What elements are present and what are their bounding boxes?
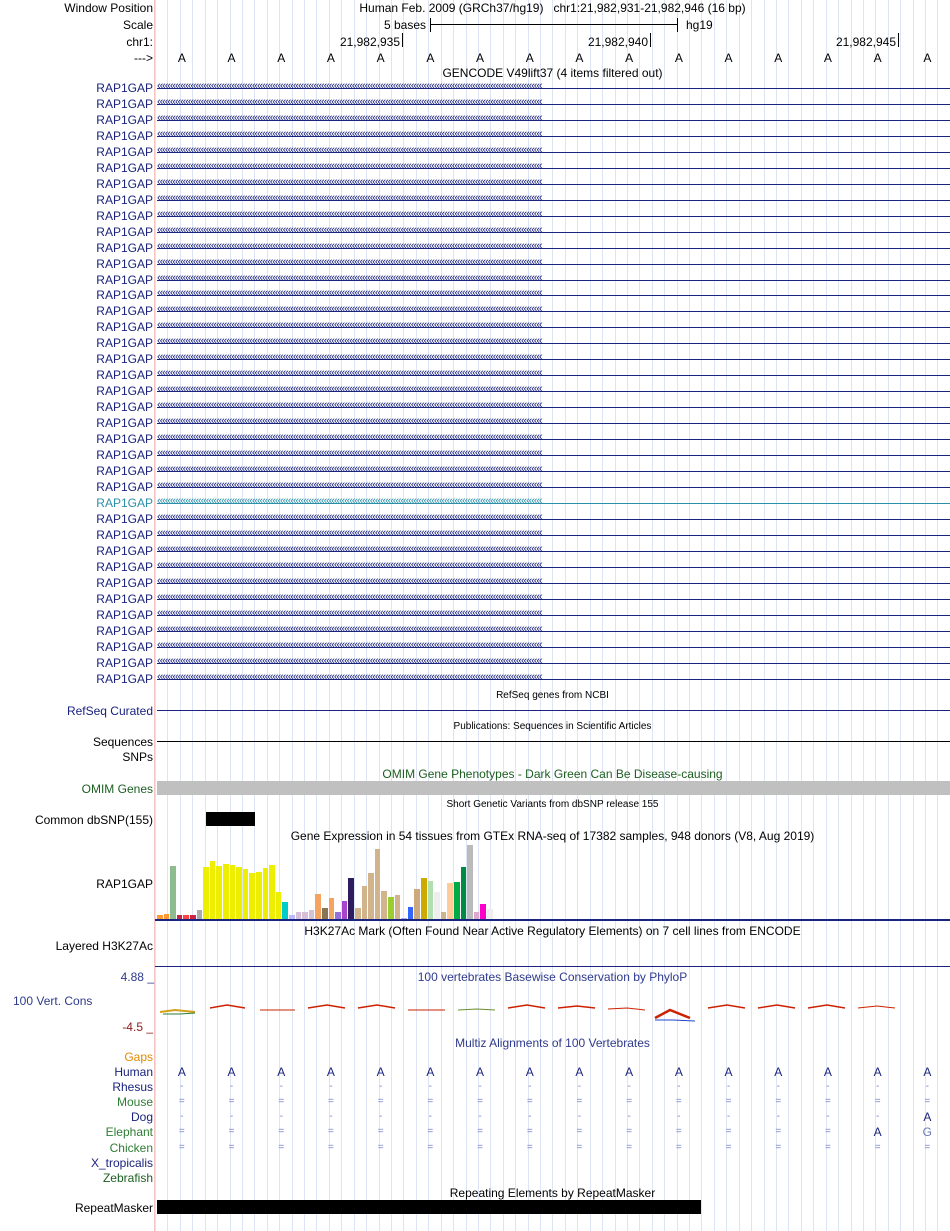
multiz-base: A <box>774 1065 783 1079</box>
gtex-tissue-bar[interactable] <box>434 892 440 919</box>
multiz-species-label[interactable]: X_tropicalis <box>90 1155 153 1170</box>
multiz-species-label[interactable]: Dog <box>130 1110 153 1125</box>
multiz-base: - <box>329 1111 333 1123</box>
multiz-species-label[interactable]: Elephant <box>105 1125 153 1140</box>
multiz-base: A <box>177 1065 186 1079</box>
multiz-base: A <box>575 1065 584 1079</box>
gtex-tissue-bar[interactable] <box>197 910 203 919</box>
multiz-base: - <box>378 1081 383 1093</box>
scale-bases-text: 5 bases <box>383 18 426 32</box>
gencode-gene-label[interactable]: RAP1GAP <box>96 208 153 223</box>
multiz-base: = <box>626 1126 633 1138</box>
gencode-gene-label[interactable]: RAP1GAP <box>96 160 153 175</box>
multiz-base: - <box>826 1111 830 1123</box>
multiz-base: = <box>477 1141 483 1153</box>
gtex-tissue-bar[interactable] <box>474 912 480 919</box>
gtex-tissue-bar[interactable] <box>243 869 249 919</box>
gtex-tissue-bar[interactable] <box>210 861 216 919</box>
multiz-base: = <box>477 1126 483 1138</box>
gencode-gene-label[interactable]: RAP1GAP <box>96 543 153 558</box>
multiz-base: = <box>178 1096 185 1108</box>
multiz-base: - <box>577 1081 582 1093</box>
gencode-gene-feature[interactable]: ‹‹‹‹‹‹‹‹‹‹‹‹‹‹‹‹‹‹‹‹‹‹‹‹‹‹‹‹‹‹‹‹‹‹‹‹‹‹‹‹‹‹‹‹‹‹‹‹‹‹‹‹‹‹‹‹‹‹‹‹‹‹‹‹‹‹‹‹‹‹‹‹‹‹‹‹‹‹‹‹‹‹‹‹‹‹‹‹‹‹‹‹‹‹‹‹‹‹‹‹‹‹‹‹‹‹‹‹‹‹‹‹‹‹‹‹‹‹‹‹‹‹‹‹‹‹‹‹‹‹‹‹‹‹‹‹‹‹‹‹‹‹‹‹‹‹‹‹‹‹ <box>157 162 950 174</box>
gtex-tissue-bar[interactable] <box>249 873 255 919</box>
gtex-tissue-bar[interactable] <box>315 894 321 919</box>
multiz-base: = <box>228 1141 235 1153</box>
multiz-base: = <box>377 1141 384 1153</box>
multiz-base: = <box>775 1126 782 1138</box>
base-letter: A <box>774 51 783 65</box>
gtex-tissue-bar[interactable] <box>362 886 368 919</box>
multiz-base: = <box>675 1096 682 1108</box>
gtex-tissue-bar[interactable] <box>447 883 453 919</box>
cons-track-label[interactable]: 100 Vert. Cons <box>13 994 93 1008</box>
base-letter: A <box>426 51 435 65</box>
multiz-base: = <box>825 1126 831 1138</box>
repeatmasker-track-label[interactable]: RepeatMasker <box>74 1201 153 1215</box>
gencode-gene-feature[interactable]: ‹‹‹‹‹‹‹‹‹‹‹‹‹‹‹‹‹‹‹‹‹‹‹‹‹‹‹‹‹‹‹‹‹‹‹‹‹‹‹‹‹‹‹‹‹‹‹‹‹‹‹‹‹‹‹‹‹‹‹‹‹‹‹‹‹‹‹‹‹‹‹‹‹‹‹‹‹‹‹‹‹‹‹‹‹‹‹‹‹‹‹‹‹‹‹‹‹‹‹‹‹‹‹‹‹‹‹‹‹‹‹‹‹‹‹‹‹‹‹‹‹‹‹‹‹‹‹‹‹‹‹‹‹‹‹‹‹‹‹‹‹‹‹‹‹‹‹‹‹‹ <box>157 242 950 254</box>
refseq-track-label[interactable]: RefSeq Curated <box>66 704 153 718</box>
multiz-base: = <box>825 1096 831 1108</box>
multiz-base: - <box>428 1111 433 1123</box>
multiz-base: = <box>725 1096 732 1108</box>
cons-wiggle-plot[interactable] <box>155 1000 950 1026</box>
base-letter: A <box>625 51 634 65</box>
multiz-base: - <box>180 1081 184 1093</box>
strand-label: ---> <box>134 51 153 65</box>
gtex-tissue-bar[interactable] <box>309 910 315 919</box>
gencode-gene-label[interactable]: RAP1GAP <box>96 320 153 335</box>
gtex-tissue-bar[interactable] <box>236 867 242 919</box>
base-letter: A <box>277 51 286 65</box>
multiz-base: = <box>626 1141 633 1153</box>
gencode-gene-label[interactable]: RAP1GAP <box>96 432 153 447</box>
gencode-gene-feature[interactable]: ‹‹‹‹‹‹‹‹‹‹‹‹‹‹‹‹‹‹‹‹‹‹‹‹‹‹‹‹‹‹‹‹‹‹‹‹‹‹‹‹‹‹‹‹‹‹‹‹‹‹‹‹‹‹‹‹‹‹‹‹‹‹‹‹‹‹‹‹‹‹‹‹‹‹‹‹‹‹‹‹‹‹‹‹‹‹‹‹‹‹‹‹‹‹‹‹‹‹‹‹‹‹‹‹‹‹‹‹‹‹‹‹‹‹‹‹‹‹‹‹‹‹‹‹‹‹‹‹‹‹‹‹‹‹‹‹‹‹‹‹‹‹‹‹‹‹‹‹‹‹ <box>157 513 950 525</box>
h3k27ac-track-label[interactable]: Layered H3K27Ac <box>55 939 153 953</box>
repeatmasker-feature[interactable] <box>157 1200 701 1214</box>
multiz-base: = <box>526 1141 533 1153</box>
dbsnp-feature[interactable] <box>206 812 255 826</box>
h3k27ac-baseline <box>155 966 950 967</box>
base-letter: A <box>227 51 236 65</box>
gtex-tissue-bar[interactable] <box>203 867 209 919</box>
base-letter: A <box>326 51 335 65</box>
gencode-gene-feature[interactable]: ‹‹‹‹‹‹‹‹‹‹‹‹‹‹‹‹‹‹‹‹‹‹‹‹‹‹‹‹‹‹‹‹‹‹‹‹‹‹‹‹‹‹‹‹‹‹‹‹‹‹‹‹‹‹‹‹‹‹‹‹‹‹‹‹‹‹‹‹‹‹‹‹‹‹‹‹‹‹‹‹‹‹‹‹‹‹‹‹‹‹‹‹‹‹‹‹‹‹‹‹‹‹‹‹‹‹‹‹‹‹‹‹‹‹‹‹‹‹‹‹‹‹‹‹‹‹‹‹‹‹‹‹‹‹‹‹‹‹‹‹‹‹‹‹‹‹‹‹‹‹ <box>157 657 950 669</box>
gencode-gene-feature[interactable]: ‹‹‹‹‹‹‹‹‹‹‹‹‹‹‹‹‹‹‹‹‹‹‹‹‹‹‹‹‹‹‹‹‹‹‹‹‹‹‹‹‹‹‹‹‹‹‹‹‹‹‹‹‹‹‹‹‹‹‹‹‹‹‹‹‹‹‹‹‹‹‹‹‹‹‹‹‹‹‹‹‹‹‹‹‹‹‹‹‹‹‹‹‹‹‹‹‹‹‹‹‹‹‹‹‹‹‹‹‹‹‹‹‹‹‹‹‹‹‹‹‹‹‹‹‹‹‹‹‹‹‹‹‹‹‹‹‹‹‹‹‹‹‹‹‹‹‹‹‹‹ <box>157 178 950 190</box>
multiz-base: - <box>279 1081 283 1093</box>
multiz-base: = <box>924 1141 931 1153</box>
gencode-gene-label[interactable]: RAP1GAP <box>96 639 153 654</box>
gencode-gene-label[interactable]: RAP1GAP <box>96 224 153 239</box>
multiz-base: A <box>923 1065 932 1079</box>
base-letter: A <box>575 51 584 65</box>
gtex-tissue-bar[interactable] <box>170 866 176 919</box>
gencode-gene-label[interactable]: RAP1GAP <box>96 336 153 351</box>
multiz-base: = <box>725 1141 732 1153</box>
multiz-base: - <box>528 1111 532 1123</box>
gencode-gene-label[interactable]: RAP1GAP <box>96 288 153 303</box>
scale-label: Scale <box>122 18 153 32</box>
gtex-tissue-bar[interactable] <box>461 867 467 919</box>
gtex-tissue-bar[interactable] <box>388 897 394 919</box>
gencode-gene-feature[interactable]: ‹‹‹‹‹‹‹‹‹‹‹‹‹‹‹‹‹‹‹‹‹‹‹‹‹‹‹‹‹‹‹‹‹‹‹‹‹‹‹‹‹‹‹‹‹‹‹‹‹‹‹‹‹‹‹‹‹‹‹‹‹‹‹‹‹‹‹‹‹‹‹‹‹‹‹‹‹‹‹‹‹‹‹‹‹‹‹‹‹‹‹‹‹‹‹‹‹‹‹‹‹‹‹‹‹‹‹‹‹‹‹‹‹‹‹‹‹‹‹‹‹‹‹‹‹‹‹‹‹‹‹‹‹‹‹‹‹‹‹‹‹‹‹‹‹‹‹‹‹‹ <box>157 130 950 142</box>
multiz-base: A <box>227 1065 236 1079</box>
gencode-gene-feature[interactable]: ‹‹‹‹‹‹‹‹‹‹‹‹‹‹‹‹‹‹‹‹‹‹‹‹‹‹‹‹‹‹‹‹‹‹‹‹‹‹‹‹‹‹‹‹‹‹‹‹‹‹‹‹‹‹‹‹‹‹‹‹‹‹‹‹‹‹‹‹‹‹‹‹‹‹‹‹‹‹‹‹‹‹‹‹‹‹‹‹‹‹‹‹‹‹‹‹‹‹‹‹‹‹‹‹‹‹‹‹‹‹‹‹‹‹‹‹‹‹‹‹‹‹‹‹‹‹‹‹‹‹‹‹‹‹‹‹‹‹‹‹‹‹‹‹‹‹‹‹‹‹ <box>157 545 950 557</box>
multiz-base: - <box>677 1081 681 1093</box>
gtex-tissue-bar[interactable] <box>381 891 387 919</box>
cons-max-label: 4.88 _ <box>120 970 154 984</box>
multiz-base: - <box>726 1081 731 1093</box>
gtex-tissue-bar[interactable] <box>395 895 401 919</box>
multiz-base: - <box>627 1111 631 1123</box>
multiz-base: = <box>576 1126 583 1138</box>
multiz-base: A <box>376 1065 385 1079</box>
gencode-gene-feature[interactable]: ‹‹‹‹‹‹‹‹‹‹‹‹‹‹‹‹‹‹‹‹‹‹‹‹‹‹‹‹‹‹‹‹‹‹‹‹‹‹‹‹‹‹‹‹‹‹‹‹‹‹‹‹‹‹‹‹‹‹‹‹‹‹‹‹‹‹‹‹‹‹‹‹‹‹‹‹‹‹‹‹‹‹‹‹‹‹‹‹‹‹‹‹‹‹‹‹‹‹‹‹‹‹‹‹‹‹‹‹‹‹‹‹‹‹‹‹‹‹‹‹‹‹‹‹‹‹‹‹‹‹‹‹‹‹‹‹‹‹‹‹‹‹‹‹‹‹‹‹‹‹ <box>157 353 950 365</box>
multiz-base: A <box>426 1065 435 1079</box>
multiz-base: = <box>278 1126 285 1138</box>
multiz-base: A <box>823 1065 832 1079</box>
multiz-base: - <box>428 1081 433 1093</box>
gencode-gene-label[interactable]: RAP1GAP <box>96 591 153 606</box>
gencode-gene-feature[interactable]: ‹‹‹‹‹‹‹‹‹‹‹‹‹‹‹‹‹‹‹‹‹‹‹‹‹‹‹‹‹‹‹‹‹‹‹‹‹‹‹‹‹‹‹‹‹‹‹‹‹‹‹‹‹‹‹‹‹‹‹‹‹‹‹‹‹‹‹‹‹‹‹‹‹‹‹‹‹‹‹‹‹‹‹‹‹‹‹‹‹‹‹‹‹‹‹‹‹‹‹‹‹‹‹‹‹‹‹‹‹‹‹‹‹‹‹‹‹‹‹‹‹‹‹‹‹‹‹‹‹‹‹‹‹‹‹‹‹‹‹‹‹‹‹‹‹‹‹‹‹‹ <box>157 529 950 541</box>
base-letter: A <box>476 51 485 65</box>
gencode-gene-feature[interactable]: ‹‹‹‹‹‹‹‹‹‹‹‹‹‹‹‹‹‹‹‹‹‹‹‹‹‹‹‹‹‹‹‹‹‹‹‹‹‹‹‹‹‹‹‹‹‹‹‹‹‹‹‹‹‹‹‹‹‹‹‹‹‹‹‹‹‹‹‹‹‹‹‹‹‹‹‹‹‹‹‹‹‹‹‹‹‹‹‹‹‹‹‹‹‹‹‹‹‹‹‹‹‹‹‹‹‹‹‹‹‹‹‹‹‹‹‹‹‹‹‹‹‹‹‹‹‹‹‹‹‹‹‹‹‹‹‹‹‹‹‹‹‹‹‹‹‹‹‹‹‹ <box>157 449 950 461</box>
multiz-base: - <box>180 1111 184 1123</box>
multiz-base: = <box>328 1141 334 1153</box>
base-letter: A <box>376 51 385 65</box>
gencode-gene-feature[interactable]: ‹‹‹‹‹‹‹‹‹‹‹‹‹‹‹‹‹‹‹‹‹‹‹‹‹‹‹‹‹‹‹‹‹‹‹‹‹‹‹‹‹‹‹‹‹‹‹‹‹‹‹‹‹‹‹‹‹‹‹‹‹‹‹‹‹‹‹‹‹‹‹‹‹‹‹‹‹‹‹‹‹‹‹‹‹‹‹‹‹‹‹‹‹‹‹‹‹‹‹‹‹‹‹‹‹‹‹‹‹‹‹‹‹‹‹‹‹‹‹‹‹‹‹‹‹‹‹‹‹‹‹‹‹‹‹‹‹‹‹‹‹‹‹‹‹‹‹‹‹‹ <box>157 417 950 429</box>
gencode-gene-feature[interactable]: ‹‹‹‹‹‹‹‹‹‹‹‹‹‹‹‹‹‹‹‹‹‹‹‹‹‹‹‹‹‹‹‹‹‹‹‹‹‹‹‹‹‹‹‹‹‹‹‹‹‹‹‹‹‹‹‹‹‹‹‹‹‹‹‹‹‹‹‹‹‹‹‹‹‹‹‹‹‹‹‹‹‹‹‹‹‹‹‹‹‹‹‹‹‹‹‹‹‹‹‹‹‹‹‹‹‹‹‹‹‹‹‹‹‹‹‹‹‹‹‹‹‹‹‹‹‹‹‹‹‹‹‹‹‹‹‹‹‹‹‹‹‹‹‹‹‹‹‹‹‹ <box>157 577 950 589</box>
multiz-base: = <box>526 1096 533 1108</box>
multiz-base: = <box>874 1096 881 1108</box>
multiz-base: G <box>922 1125 933 1140</box>
gencode-gene-feature[interactable]: ‹‹‹‹‹‹‹‹‹‹‹‹‹‹‹‹‹‹‹‹‹‹‹‹‹‹‹‹‹‹‹‹‹‹‹‹‹‹‹‹‹‹‹‹‹‹‹‹‹‹‹‹‹‹‹‹‹‹‹‹‹‹‹‹‹‹‹‹‹‹‹‹‹‹‹‹‹‹‹‹‹‹‹‹‹‹‹‹‹‹‹‹‹‹‹‹‹‹‹‹‹‹‹‹‹‹‹‹‹‹‹‹‹‹‹‹‹‹‹‹‹‹‹‹‹‹‹‹‹‹‹‹‹‹‹‹‹‹‹‹‹‹‹‹‹‹‹‹‹‹ <box>157 481 950 493</box>
gtex-tissue-bar[interactable] <box>375 849 381 919</box>
gtex-tissue-bar[interactable] <box>230 865 236 919</box>
gtex-tissue-bar[interactable] <box>216 866 222 919</box>
gencode-gene-label[interactable]: RAP1GAP <box>96 495 153 510</box>
multiz-base: - <box>875 1081 880 1093</box>
multiz-base: A <box>277 1065 286 1079</box>
gtex-tissue-bar[interactable] <box>335 912 341 919</box>
gencode-gene-feature[interactable]: ‹‹‹‹‹‹‹‹‹‹‹‹‹‹‹‹‹‹‹‹‹‹‹‹‹‹‹‹‹‹‹‹‹‹‹‹‹‹‹‹‹‹‹‹‹‹‹‹‹‹‹‹‹‹‹‹‹‹‹‹‹‹‹‹‹‹‹‹‹‹‹‹‹‹‹‹‹‹‹‹‹‹‹‹‹‹‹‹‹‹‹‹‹‹‹‹‹‹‹‹‹‹‹‹‹‹‹‹‹‹‹‹‹‹‹‹‹‹‹‹‹‹‹‹‹‹‹‹‹‹‹‹‹‹‹‹‹‹‹‹‹‹‹‹‹‹‹‹‹‹ <box>157 625 950 637</box>
multiz-species-label[interactable]: Mouse <box>116 1095 153 1110</box>
sequences-track-line[interactable] <box>157 741 950 742</box>
multiz-base: = <box>427 1141 434 1153</box>
gencode-gene-feature[interactable]: ‹‹‹‹‹‹‹‹‹‹‹‹‹‹‹‹‹‹‹‹‹‹‹‹‹‹‹‹‹‹‹‹‹‹‹‹‹‹‹‹‹‹‹‹‹‹‹‹‹‹‹‹‹‹‹‹‹‹‹‹‹‹‹‹‹‹‹‹‹‹‹‹‹‹‹‹‹‹‹‹‹‹‹‹‹‹‹‹‹‹‹‹‹‹‹‹‹‹‹‹‹‹‹‹‹‹‹‹‹‹‹‹‹‹‹‹‹‹‹‹‹‹‹‹‹‹‹‹‹‹‹‹‹‹‹‹‹‹‹‹‹‹‹‹‹‹‹‹‹‹ <box>157 465 950 477</box>
gencode-gene-feature[interactable]: ‹‹‹‹‹‹‹‹‹‹‹‹‹‹‹‹‹‹‹‹‹‹‹‹‹‹‹‹‹‹‹‹‹‹‹‹‹‹‹‹‹‹‹‹‹‹‹‹‹‹‹‹‹‹‹‹‹‹‹‹‹‹‹‹‹‹‹‹‹‹‹‹‹‹‹‹‹‹‹‹‹‹‹‹‹‹‹‹‹‹‹‹‹‹‹‹‹‹‹‹‹‹‹‹‹‹‹‹‹‹‹‹‹‹‹‹‹‹‹‹‹‹‹‹‹‹‹‹‹‹‹‹‹‹‹‹‹‹‹‹‹‹‹‹‹‹‹‹‹‹ <box>157 337 950 349</box>
multiz-base: = <box>675 1126 682 1138</box>
multiz-base: - <box>776 1111 780 1123</box>
gencode-gene-label[interactable]: RAP1GAP <box>96 240 153 255</box>
gencode-gene-feature[interactable]: ‹‹‹‹‹‹‹‹‹‹‹‹‹‹‹‹‹‹‹‹‹‹‹‹‹‹‹‹‹‹‹‹‹‹‹‹‹‹‹‹‹‹‹‹‹‹‹‹‹‹‹‹‹‹‹‹‹‹‹‹‹‹‹‹‹‹‹‹‹‹‹‹‹‹‹‹‹‹‹‹‹‹‹‹‹‹‹‹‹‹‹‹‹‹‹‹‹‹‹‹‹‹‹‹‹‹‹‹‹‹‹‹‹‹‹‹‹‹‹‹‹‹‹‹‹‹‹‹‹‹‹‹‹‹‹‹‹‹‹‹‹‹‹‹‹‹‹‹‹‹ <box>157 82 950 94</box>
gencode-gene-feature[interactable]: ‹‹‹‹‹‹‹‹‹‹‹‹‹‹‹‹‹‹‹‹‹‹‹‹‹‹‹‹‹‹‹‹‹‹‹‹‹‹‹‹‹‹‹‹‹‹‹‹‹‹‹‹‹‹‹‹‹‹‹‹‹‹‹‹‹‹‹‹‹‹‹‹‹‹‹‹‹‹‹‹‹‹‹‹‹‹‹‹‹‹‹‹‹‹‹‹‹‹‹‹‹‹‹‹‹‹‹‹‹‹‹‹‹‹‹‹‹‹‹‹‹‹‹‹‹‹‹‹‹‹‹‹‹‹‹‹‹‹‹‹‹‹‹‹‹‹‹‹‹‹ <box>157 289 950 301</box>
gtex-tissue-bar[interactable] <box>487 909 493 919</box>
base-letter: A <box>177 51 186 65</box>
gencode-gene-label[interactable]: RAP1GAP <box>96 112 153 127</box>
sequences-track-label[interactable]: Sequences <box>92 735 153 749</box>
gencode-gene-feature[interactable]: ‹‹‹‹‹‹‹‹‹‹‹‹‹‹‹‹‹‹‹‹‹‹‹‹‹‹‹‹‹‹‹‹‹‹‹‹‹‹‹‹‹‹‹‹‹‹‹‹‹‹‹‹‹‹‹‹‹‹‹‹‹‹‹‹‹‹‹‹‹‹‹‹‹‹‹‹‹‹‹‹‹‹‹‹‹‹‹‹‹‹‹‹‹‹‹‹‹‹‹‹‹‹‹‹‹‹‹‹‹‹‹‹‹‹‹‹‹‹‹‹‹‹‹‹‹‹‹‹‹‹‹‹‹‹‹‹‹‹‹‹‹‹‹‹‹‹‹‹‹‹ <box>157 497 950 509</box>
base-letter: A <box>674 51 683 65</box>
gtex-tissue-bar[interactable] <box>421 878 427 919</box>
gencode-gene-feature[interactable]: ‹‹‹‹‹‹‹‹‹‹‹‹‹‹‹‹‹‹‹‹‹‹‹‹‹‹‹‹‹‹‹‹‹‹‹‹‹‹‹‹‹‹‹‹‹‹‹‹‹‹‹‹‹‹‹‹‹‹‹‹‹‹‹‹‹‹‹‹‹‹‹‹‹‹‹‹‹‹‹‹‹‹‹‹‹‹‹‹‹‹‹‹‹‹‹‹‹‹‹‹‹‹‹‹‹‹‹‹‹‹‹‹‹‹‹‹‹‹‹‹‹‹‹‹‹‹‹‹‹‹‹‹‹‹‹‹‹‹‹‹‹‹‹‹‹‹‹‹‹‹ <box>157 210 950 222</box>
multiz-base: = <box>675 1141 682 1153</box>
gencode-gene-feature[interactable]: ‹‹‹‹‹‹‹‹‹‹‹‹‹‹‹‹‹‹‹‹‹‹‹‹‹‹‹‹‹‹‹‹‹‹‹‹‹‹‹‹‹‹‹‹‹‹‹‹‹‹‹‹‹‹‹‹‹‹‹‹‹‹‹‹‹‹‹‹‹‹‹‹‹‹‹‹‹‹‹‹‹‹‹‹‹‹‹‹‹‹‹‹‹‹‹‹‹‹‹‹‹‹‹‹‹‹‹‹‹‹‹‹‹‹‹‹‹‹‹‹‹‹‹‹‹‹‹‹‹‹‹‹‹‹‹‹‹‹‹‹‹‹‹‹‹‹‹‹‹‹ <box>157 114 950 126</box>
multiz-base: - <box>279 1111 283 1123</box>
multiz-base: = <box>178 1126 185 1138</box>
gencode-gene-label[interactable]: RAP1GAP <box>96 416 153 431</box>
base-letter: A <box>873 51 882 65</box>
multiz-base: - <box>229 1081 234 1093</box>
multiz-base: - <box>478 1111 482 1123</box>
multiz-base: = <box>278 1141 285 1153</box>
repeatmasker-track-title[interactable]: Repeating Elements by RepeatMasker <box>449 1186 656 1200</box>
multiz-base: = <box>377 1126 384 1138</box>
multiz-base: - <box>378 1111 383 1123</box>
multiz-base: A <box>525 1065 534 1079</box>
gtex-tissue-bar[interactable] <box>329 898 335 919</box>
multiz-base: = <box>924 1096 931 1108</box>
multiz-base: = <box>228 1126 235 1138</box>
multiz-base: = <box>725 1126 732 1138</box>
gtex-tissue-bar[interactable] <box>428 881 434 919</box>
omim-track-label[interactable]: OMIM Genes <box>81 782 153 796</box>
gencode-gene-label[interactable]: RAP1GAP <box>96 144 153 159</box>
gencode-gene-label[interactable]: RAP1GAP <box>96 304 153 319</box>
multiz-base: - <box>329 1081 333 1093</box>
multiz-gaps-label: Gaps <box>124 1050 153 1064</box>
gencode-gene-label[interactable]: RAP1GAP <box>96 655 153 670</box>
multiz-base: = <box>477 1096 483 1108</box>
gencode-gene-label[interactable]: RAP1GAP <box>96 256 153 271</box>
multiz-base: A <box>326 1065 335 1079</box>
scale-assembly: hg19 <box>686 18 713 32</box>
gtex-tissue-bar[interactable] <box>355 908 361 919</box>
gtex-tissue-bar[interactable] <box>441 912 447 919</box>
gencode-gene-feature[interactable]: ‹‹‹‹‹‹‹‹‹‹‹‹‹‹‹‹‹‹‹‹‹‹‹‹‹‹‹‹‹‹‹‹‹‹‹‹‹‹‹‹‹‹‹‹‹‹‹‹‹‹‹‹‹‹‹‹‹‹‹‹‹‹‹‹‹‹‹‹‹‹‹‹‹‹‹‹‹‹‹‹‹‹‹‹‹‹‹‹‹‹‹‹‹‹‹‹‹‹‹‹‹‹‹‹‹‹‹‹‹‹‹‹‹‹‹‹‹‹‹‹‹‹‹‹‹‹‹‹‹‹‹‹‹‹‹‹‹‹‹‹‹‹‹‹‹‹‹‹‹‹ <box>157 609 950 621</box>
gencode-gene-label[interactable]: RAP1GAP <box>96 448 153 463</box>
window-position-label: Window Position <box>64 1 153 15</box>
multiz-base: = <box>775 1096 782 1108</box>
gencode-gene-label[interactable]: RAP1GAP <box>96 176 153 191</box>
gencode-gene-label[interactable]: RAP1GAP <box>96 671 153 686</box>
multiz-base: - <box>528 1081 532 1093</box>
dbsnp-track-title[interactable]: Short Genetic Variants from dbSNP release 155 <box>446 799 659 810</box>
multiz-track-title[interactable]: Multiz Alignments of 100 Vertebrates <box>455 1036 650 1050</box>
multiz-base: A <box>873 1065 882 1079</box>
gencode-gene-label[interactable]: RAP1GAP <box>96 81 153 95</box>
multiz-base: - <box>627 1081 631 1093</box>
gencode-gene-label[interactable]: RAP1GAP <box>96 352 153 367</box>
gencode-gene-label[interactable]: RAP1GAP <box>96 272 153 287</box>
gencode-gene-feature[interactable]: ‹‹‹‹‹‹‹‹‹‹‹‹‹‹‹‹‹‹‹‹‹‹‹‹‹‹‹‹‹‹‹‹‹‹‹‹‹‹‹‹‹‹‹‹‹‹‹‹‹‹‹‹‹‹‹‹‹‹‹‹‹‹‹‹‹‹‹‹‹‹‹‹‹‹‹‹‹‹‹‹‹‹‹‹‹‹‹‹‹‹‹‹‹‹‹‹‹‹‹‹‹‹‹‹‹‹‹‹‹‹‹‹‹‹‹‹‹‹‹‹‹‹‹‹‹‹‹‹‹‹‹‹‹‹‹‹‹‹‹‹‹‹‹‹‹‹‹‹‹‹ <box>157 305 950 317</box>
gtex-tissue-bar[interactable] <box>269 865 275 919</box>
gencode-gene-label[interactable]: RAP1GAP <box>96 527 153 542</box>
gtex-tissue-bar[interactable] <box>322 908 328 919</box>
gtex-tissue-bar[interactable] <box>480 904 486 919</box>
gencode-gene-feature[interactable]: ‹‹‹‹‹‹‹‹‹‹‹‹‹‹‹‹‹‹‹‹‹‹‹‹‹‹‹‹‹‹‹‹‹‹‹‹‹‹‹‹‹‹‹‹‹‹‹‹‹‹‹‹‹‹‹‹‹‹‹‹‹‹‹‹‹‹‹‹‹‹‹‹‹‹‹‹‹‹‹‹‹‹‹‹‹‹‹‹‹‹‹‹‹‹‹‹‹‹‹‹‹‹‹‹‹‹‹‹‹‹‹‹‹‹‹‹‹‹‹‹‹‹‹‹‹‹‹‹‹‹‹‹‹‹‹‹‹‹‹‹‹‹‹‹‹‹‹‹‹‹ <box>157 146 950 158</box>
scale-bar <box>430 18 678 32</box>
gencode-gene-feature[interactable]: ‹‹‹‹‹‹‹‹‹‹‹‹‹‹‹‹‹‹‹‹‹‹‹‹‹‹‹‹‹‹‹‹‹‹‹‹‹‹‹‹‹‹‹‹‹‹‹‹‹‹‹‹‹‹‹‹‹‹‹‹‹‹‹‹‹‹‹‹‹‹‹‹‹‹‹‹‹‹‹‹‹‹‹‹‹‹‹‹‹‹‹‹‹‹‹‹‹‹‹‹‹‹‹‹‹‹‹‹‹‹‹‹‹‹‹‹‹‹‹‹‹‹‹‹‹‹‹‹‹‹‹‹‹‹‹‹‹‹‹‹‹‹‹‹‹‹‹‹‹‹ <box>157 433 950 445</box>
multiz-base: - <box>478 1081 482 1093</box>
multiz-species-label[interactable]: Human <box>114 1065 153 1079</box>
cons-min-label: -4.5 _ <box>122 1020 153 1034</box>
multiz-base: A <box>625 1065 634 1079</box>
multiz-base: - <box>875 1111 880 1123</box>
gencode-gene-label[interactable]: RAP1GAP <box>96 607 153 622</box>
gencode-gene-feature[interactable]: ‹‹‹‹‹‹‹‹‹‹‹‹‹‹‹‹‹‹‹‹‹‹‹‹‹‹‹‹‹‹‹‹‹‹‹‹‹‹‹‹‹‹‹‹‹‹‹‹‹‹‹‹‹‹‹‹‹‹‹‹‹‹‹‹‹‹‹‹‹‹‹‹‹‹‹‹‹‹‹‹‹‹‹‹‹‹‹‹‹‹‹‹‹‹‹‹‹‹‹‹‹‹‹‹‹‹‹‹‹‹‹‹‹‹‹‹‹‹‹‹‹‹‹‹‹‹‹‹‹‹‹‹‹‹‹‹‹‹‹‹‹‹‹‹‹‹‹‹‹‹ <box>157 401 950 413</box>
dbsnp-track-label[interactable]: Common dbSNP(155) <box>34 813 153 827</box>
base-letter: A <box>823 51 832 65</box>
window-position-text: Human Feb. 2009 (GRCh37/hg19) chr1:21,982,931-21,982,946 (16 bp) <box>359 1 746 15</box>
gencode-gene-label[interactable]: RAP1GAP <box>96 480 153 494</box>
gencode-gene-feature[interactable]: ‹‹‹‹‹‹‹‹‹‹‹‹‹‹‹‹‹‹‹‹‹‹‹‹‹‹‹‹‹‹‹‹‹‹‹‹‹‹‹‹‹‹‹‹‹‹‹‹‹‹‹‹‹‹‹‹‹‹‹‹‹‹‹‹‹‹‹‹‹‹‹‹‹‹‹‹‹‹‹‹‹‹‹‹‹‹‹‹‹‹‹‹‹‹‹‹‹‹‹‹‹‹‹‹‹‹‹‹‹‹‹‹‹‹‹‹‹‹‹‹‹‹‹‹‹‹‹‹‹‹‹‹‹‹‹‹‹‹‹‹‹‹‹‹‹‹‹‹‹‹ <box>157 226 950 238</box>
position-tick <box>898 33 899 47</box>
base-letter: A <box>923 51 932 65</box>
gencode-gene-feature[interactable]: ‹‹‹‹‹‹‹‹‹‹‹‹‹‹‹‹‹‹‹‹‹‹‹‹‹‹‹‹‹‹‹‹‹‹‹‹‹‹‹‹‹‹‹‹‹‹‹‹‹‹‹‹‹‹‹‹‹‹‹‹‹‹‹‹‹‹‹‹‹‹‹‹‹‹‹‹‹‹‹‹‹‹‹‹‹‹‹‹‹‹‹‹‹‹‹‹‹‹‹‹‹‹‹‹‹‹‹‹‹‹‹‹‹‹‹‹‹‹‹‹‹‹‹‹‹‹‹‹‹‹‹‹‹‹‹‹‹‹‹‹‹‹‹‹‹‹‹‹‹‹ <box>157 673 950 685</box>
multiz-base: = <box>278 1096 285 1108</box>
gencode-gene-feature[interactable]: ‹‹‹‹‹‹‹‹‹‹‹‹‹‹‹‹‹‹‹‹‹‹‹‹‹‹‹‹‹‹‹‹‹‹‹‹‹‹‹‹‹‹‹‹‹‹‹‹‹‹‹‹‹‹‹‹‹‹‹‹‹‹‹‹‹‹‹‹‹‹‹‹‹‹‹‹‹‹‹‹‹‹‹‹‹‹‹‹‹‹‹‹‹‹‹‹‹‹‹‹‹‹‹‹‹‹‹‹‹‹‹‹‹‹‹‹‹‹‹‹‹‹‹‹‹‹‹‹‹‹‹‹‹‹‹‹‹‹‹‹‹‹‹‹‹‹‹‹‹‹ <box>157 194 950 206</box>
gencode-gene-label[interactable]: RAP1GAP <box>96 623 153 638</box>
multiz-base: = <box>427 1096 434 1108</box>
gtex-tissue-bar[interactable] <box>454 882 460 919</box>
gtex-tissue-bar[interactable] <box>223 864 229 920</box>
gencode-gene-label[interactable]: RAP1GAP <box>96 511 153 526</box>
multiz-base: A <box>923 1110 932 1125</box>
gencode-track-title[interactable]: GENCODE V49lift37 (4 items filtered out) <box>442 66 663 80</box>
multiz-base: = <box>328 1096 334 1108</box>
gtex-baseline <box>155 919 950 921</box>
gencode-gene-label[interactable]: RAP1GAP <box>96 464 153 479</box>
chr-label: chr1: <box>126 35 153 49</box>
gtex-tissue-bar[interactable] <box>296 912 302 919</box>
gtex-tissue-bar[interactable] <box>276 892 282 919</box>
snps-track-label[interactable]: SNPs <box>122 750 153 764</box>
gtex-tissue-bar[interactable] <box>263 868 269 919</box>
gencode-gene-label[interactable]: RAP1GAP <box>96 96 153 111</box>
gencode-gene-label[interactable]: RAP1GAP <box>96 400 153 415</box>
multiz-base: = <box>228 1096 235 1108</box>
base-letter: A <box>525 51 534 65</box>
gencode-gene-feature[interactable]: ‹‹‹‹‹‹‹‹‹‹‹‹‹‹‹‹‹‹‹‹‹‹‹‹‹‹‹‹‹‹‹‹‹‹‹‹‹‹‹‹‹‹‹‹‹‹‹‹‹‹‹‹‹‹‹‹‹‹‹‹‹‹‹‹‹‹‹‹‹‹‹‹‹‹‹‹‹‹‹‹‹‹‹‹‹‹‹‹‹‹‹‹‹‹‹‹‹‹‹‹‹‹‹‹‹‹‹‹‹‹‹‹‹‹‹‹‹‹‹‹‹‹‹‹‹‹‹‹‹‹‹‹‹‹‹‹‹‹‹‹‹‹‹‹‹‹‹‹‹‹ <box>157 321 950 333</box>
multiz-species-label[interactable]: Chicken <box>109 1140 153 1155</box>
gencode-gene-feature[interactable]: ‹‹‹‹‹‹‹‹‹‹‹‹‹‹‹‹‹‹‹‹‹‹‹‹‹‹‹‹‹‹‹‹‹‹‹‹‹‹‹‹‹‹‹‹‹‹‹‹‹‹‹‹‹‹‹‹‹‹‹‹‹‹‹‹‹‹‹‹‹‹‹‹‹‹‹‹‹‹‹‹‹‹‹‹‹‹‹‹‹‹‹‹‹‹‹‹‹‹‹‹‹‹‹‹‹‹‹‹‹‹‹‹‹‹‹‹‹‹‹‹‹‹‹‹‹‹‹‹‹‹‹‹‹‹‹‹‹‹‹‹‹‹‹‹‹‹‹‹‹‹ <box>157 258 950 270</box>
multiz-base: = <box>427 1126 434 1138</box>
multiz-base: - <box>677 1111 681 1123</box>
gencode-gene-label[interactable]: RAP1GAP <box>96 368 153 383</box>
position-tick-label: 21,982,935 <box>339 35 400 49</box>
multiz-base: = <box>576 1096 583 1108</box>
multiz-base: - <box>925 1081 930 1093</box>
gencode-gene-label[interactable]: RAP1GAP <box>96 384 153 399</box>
position-tick <box>402 33 403 47</box>
gtex-bar-chart[interactable] <box>155 845 555 919</box>
gencode-gene-feature[interactable]: ‹‹‹‹‹‹‹‹‹‹‹‹‹‹‹‹‹‹‹‹‹‹‹‹‹‹‹‹‹‹‹‹‹‹‹‹‹‹‹‹‹‹‹‹‹‹‹‹‹‹‹‹‹‹‹‹‹‹‹‹‹‹‹‹‹‹‹‹‹‹‹‹‹‹‹‹‹‹‹‹‹‹‹‹‹‹‹‹‹‹‹‹‹‹‹‹‹‹‹‹‹‹‹‹‹‹‹‹‹‹‹‹‹‹‹‹‹‹‹‹‹‹‹‹‹‹‹‹‹‹‹‹‹‹‹‹‹‹‹‹‹‹‹‹‹‹‹‹‹‹ <box>157 369 950 381</box>
gtex-tissue-bar[interactable] <box>414 889 420 919</box>
gtex-tissue-bar[interactable] <box>282 902 288 919</box>
cons-track-title[interactable]: 100 vertebrates Basewise Conservation by PhyloP <box>417 970 688 984</box>
multiz-base: - <box>229 1111 234 1123</box>
gtex-tissue-bar[interactable] <box>408 907 414 919</box>
multiz-base: = <box>626 1096 633 1108</box>
multiz-base: - <box>776 1081 780 1093</box>
multiz-base: = <box>526 1126 533 1138</box>
refseq-track-line[interactable] <box>157 710 950 711</box>
gencode-gene-label[interactable]: RAP1GAP <box>96 192 153 207</box>
multiz-species-label[interactable]: Rhesus <box>112 1080 153 1095</box>
gencode-gene-label[interactable]: RAP1GAP <box>96 128 153 143</box>
gtex-tissue-bar[interactable] <box>348 878 354 919</box>
multiz-base: A <box>674 1065 683 1079</box>
multiz-base: = <box>377 1096 384 1108</box>
multiz-base: = <box>178 1141 185 1153</box>
gencode-gene-feature[interactable]: ‹‹‹‹‹‹‹‹‹‹‹‹‹‹‹‹‹‹‹‹‹‹‹‹‹‹‹‹‹‹‹‹‹‹‹‹‹‹‹‹‹‹‹‹‹‹‹‹‹‹‹‹‹‹‹‹‹‹‹‹‹‹‹‹‹‹‹‹‹‹‹‹‹‹‹‹‹‹‹‹‹‹‹‹‹‹‹‹‹‹‹‹‹‹‹‹‹‹‹‹‹‹‹‹‹‹‹‹‹‹‹‹‹‹‹‹‹‹‹‹‹‹‹‹‹‹‹‹‹‹‹‹‹‹‹‹‹‹‹‹‹‹‹‹‹‹‹‹‹‹ <box>157 385 950 397</box>
multiz-base: - <box>577 1111 582 1123</box>
multiz-base: = <box>328 1126 334 1138</box>
gtex-track-label[interactable]: RAP1GAP <box>96 877 153 891</box>
multiz-base: - <box>826 1081 830 1093</box>
gencode-gene-label[interactable]: RAP1GAP <box>96 575 153 590</box>
position-tick <box>650 33 651 47</box>
gencode-gene-feature[interactable]: ‹‹‹‹‹‹‹‹‹‹‹‹‹‹‹‹‹‹‹‹‹‹‹‹‹‹‹‹‹‹‹‹‹‹‹‹‹‹‹‹‹‹‹‹‹‹‹‹‹‹‹‹‹‹‹‹‹‹‹‹‹‹‹‹‹‹‹‹‹‹‹‹‹‹‹‹‹‹‹‹‹‹‹‹‹‹‹‹‹‹‹‹‹‹‹‹‹‹‹‹‹‹‹‹‹‹‹‹‹‹‹‹‹‹‹‹‹‹‹‹‹‹‹‹‹‹‹‹‹‹‹‹‹‹‹‹‹‹‹‹‹‹‹‹‹‹‹‹‹‹ <box>157 98 950 110</box>
omim-track-title[interactable]: OMIM Gene Phenotypes - Dark Green Can Be Disease-causing <box>382 767 723 781</box>
base-letter: A <box>724 51 733 65</box>
multiz-base: = <box>825 1141 831 1153</box>
multiz-base: A <box>724 1065 733 1079</box>
position-tick-label: 21,982,945 <box>835 35 896 49</box>
omim-feature[interactable] <box>157 781 950 795</box>
gencode-gene-feature[interactable]: ‹‹‹‹‹‹‹‹‹‹‹‹‹‹‹‹‹‹‹‹‹‹‹‹‹‹‹‹‹‹‹‹‹‹‹‹‹‹‹‹‹‹‹‹‹‹‹‹‹‹‹‹‹‹‹‹‹‹‹‹‹‹‹‹‹‹‹‹‹‹‹‹‹‹‹‹‹‹‹‹‹‹‹‹‹‹‹‹‹‹‹‹‹‹‹‹‹‹‹‹‹‹‹‹‹‹‹‹‹‹‹‹‹‹‹‹‹‹‹‹‹‹‹‹‹‹‹‹‹‹‹‹‹‹‹‹‹‹‹‹‹‹‹‹‹‹‹‹‹‹ <box>157 593 950 605</box>
publications-track-title[interactable]: Publications: Sequences in Scientific Articles <box>453 721 652 732</box>
multiz-species-label[interactable]: Zebrafish <box>102 1170 153 1185</box>
gencode-gene-feature[interactable]: ‹‹‹‹‹‹‹‹‹‹‹‹‹‹‹‹‹‹‹‹‹‹‹‹‹‹‹‹‹‹‹‹‹‹‹‹‹‹‹‹‹‹‹‹‹‹‹‹‹‹‹‹‹‹‹‹‹‹‹‹‹‹‹‹‹‹‹‹‹‹‹‹‹‹‹‹‹‹‹‹‹‹‹‹‹‹‹‹‹‹‹‹‹‹‹‹‹‹‹‹‹‹‹‹‹‹‹‹‹‹‹‹‹‹‹‹‹‹‹‹‹‹‹‹‹‹‹‹‹‹‹‹‹‹‹‹‹‹‹‹‹‹‹‹‹‹‹‹‹‹ <box>157 641 950 653</box>
multiz-base: = <box>874 1141 881 1153</box>
multiz-base: A <box>873 1125 882 1140</box>
gencode-gene-feature[interactable]: ‹‹‹‹‹‹‹‹‹‹‹‹‹‹‹‹‹‹‹‹‹‹‹‹‹‹‹‹‹‹‹‹‹‹‹‹‹‹‹‹‹‹‹‹‹‹‹‹‹‹‹‹‹‹‹‹‹‹‹‹‹‹‹‹‹‹‹‹‹‹‹‹‹‹‹‹‹‹‹‹‹‹‹‹‹‹‹‹‹‹‹‹‹‹‹‹‹‹‹‹‹‹‹‹‹‹‹‹‹‹‹‹‹‹‹‹‹‹‹‹‹‹‹‹‹‹‹‹‹‹‹‹‹‹‹‹‹‹‹‹‹‹‹‹‹‹‹‹‹‹ <box>157 561 950 573</box>
h3k27ac-track-title[interactable]: H3K27Ac Mark (Often Found Near Active Regulatory Elements) on 7 cell lines from ENCODE <box>304 924 801 938</box>
gtex-tissue-bar[interactable] <box>342 901 348 919</box>
gencode-gene-label[interactable]: RAP1GAP <box>96 559 153 574</box>
multiz-base: A <box>476 1065 485 1079</box>
gtex-tissue-bar[interactable] <box>368 873 374 919</box>
gtex-track-title[interactable]: Gene Expression in 54 tissues from GTEx RNA-seq of 17382 samples, 948 donors (V8, Aug 2019) <box>290 829 815 843</box>
multiz-base: = <box>576 1141 583 1153</box>
gtex-tissue-bar[interactable] <box>302 912 308 919</box>
refseq-track-title[interactable]: RefSeq genes from NCBI <box>496 690 609 701</box>
multiz-base: = <box>775 1141 782 1153</box>
gtex-tissue-bar[interactable] <box>467 845 473 919</box>
gencode-gene-feature[interactable]: ‹‹‹‹‹‹‹‹‹‹‹‹‹‹‹‹‹‹‹‹‹‹‹‹‹‹‹‹‹‹‹‹‹‹‹‹‹‹‹‹‹‹‹‹‹‹‹‹‹‹‹‹‹‹‹‹‹‹‹‹‹‹‹‹‹‹‹‹‹‹‹‹‹‹‹‹‹‹‹‹‹‹‹‹‹‹‹‹‹‹‹‹‹‹‹‹‹‹‹‹‹‹‹‹‹‹‹‹‹‹‹‹‹‹‹‹‹‹‹‹‹‹‹‹‹‹‹‹‹‹‹‹‹‹‹‹‹‹‹‹‹‹‹‹‹‹‹‹‹‹ <box>157 274 950 286</box>
position-tick-label: 21,982,940 <box>587 35 648 49</box>
multiz-base: - <box>726 1111 731 1123</box>
gtex-tissue-bar[interactable] <box>256 872 262 919</box>
